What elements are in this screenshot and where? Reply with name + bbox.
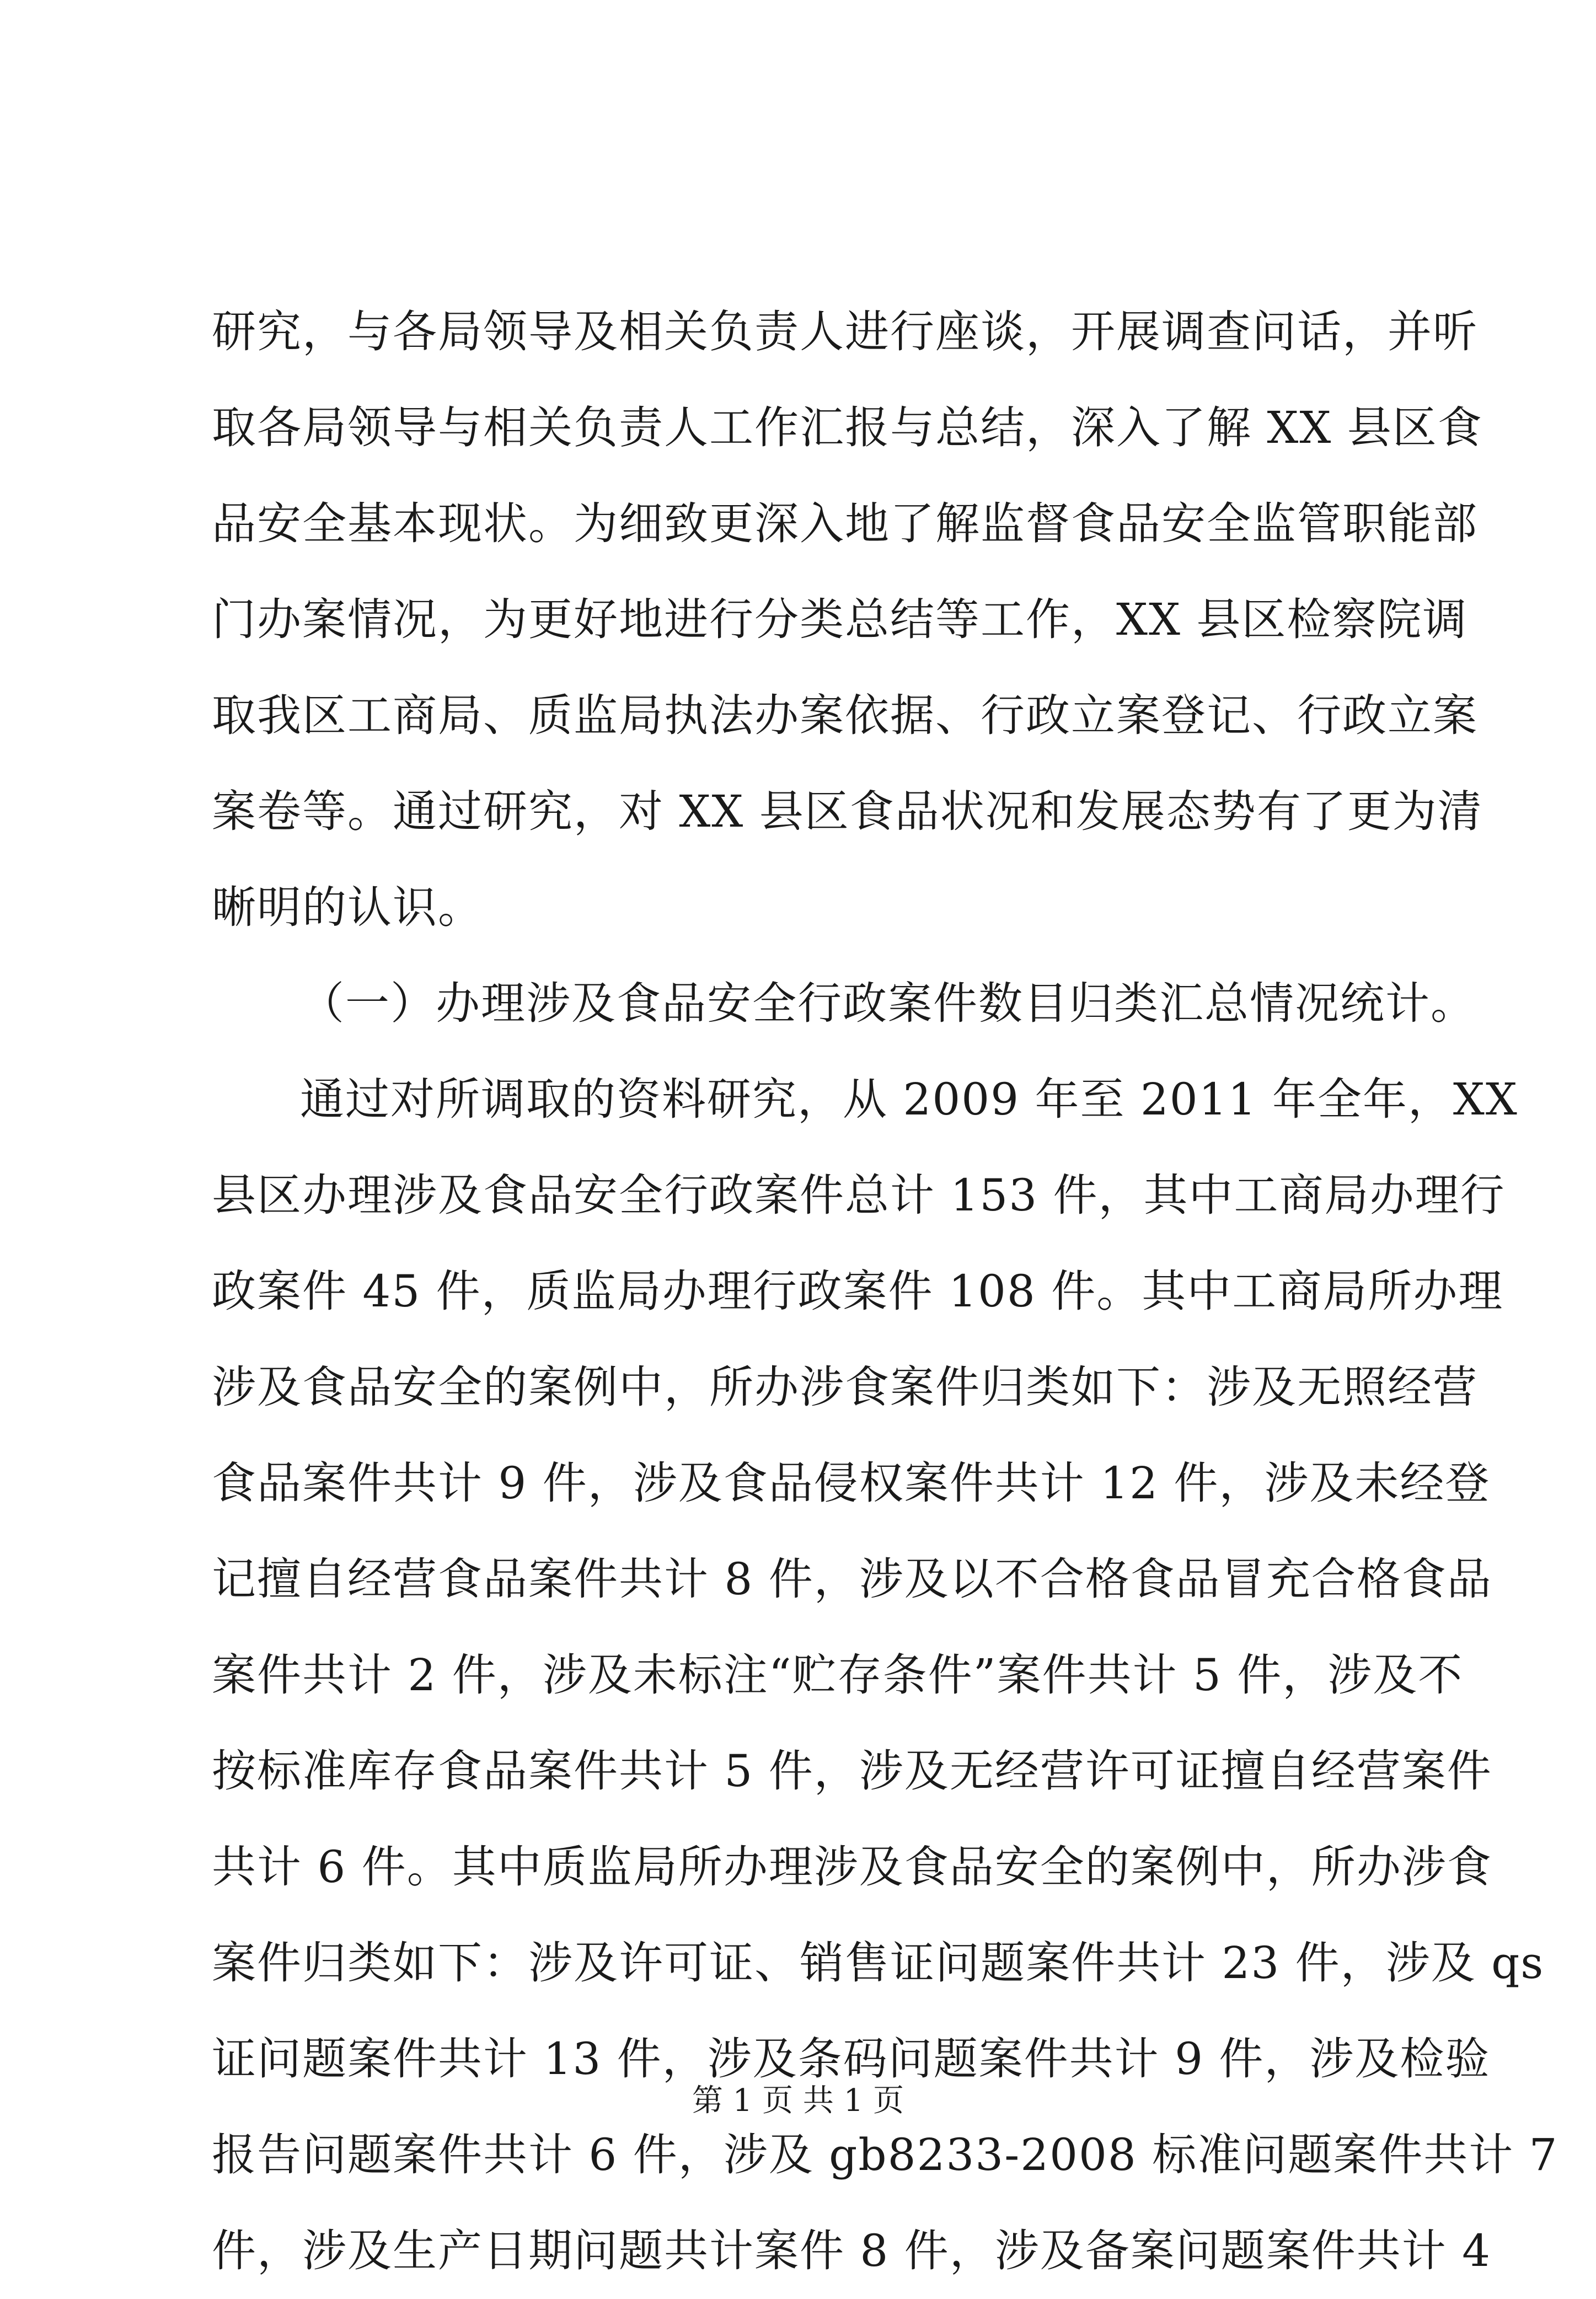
- text-line: 涉及食品安全的案例中，所办涉食案件归类如下：涉及无照经营: [212, 1362, 1478, 1413]
- text-line: 食品案件共计 9 件，涉及食品侵权案件共计 12 件，涉及未经登: [212, 1457, 1491, 1509]
- text-line: 件，涉及生产日期问题共计案件 8 件，涉及备案问题案件共计 4: [212, 2225, 1492, 2276]
- text-line: 按标准库存食品案件共计 5 件，涉及无经营许可证擅自经营案件: [212, 1745, 1492, 1797]
- text-line: 通过对所调取的资料研究，从 2009 年至 2011 年全年，XX: [300, 1074, 1518, 1125]
- document-body: [212, 284, 1558, 2299]
- section-heading: （一）办理涉及食品安全行政案件数目归类汇总情况统计。: [300, 978, 1476, 1029]
- text-line: 门办案情况，为更好地进行分类总结等工作，XX 县区检察院调: [212, 594, 1468, 645]
- page-footer: [0, 2079, 1596, 2123]
- text-line: 取各局领导与相关负责人工作汇报与总结，深入了解 XX 县区食: [212, 402, 1483, 453]
- text-line: 案卷等。通过研究，对 XX 县区食品状况和发展态势有了更为清: [212, 786, 1483, 837]
- text-line: 取我区工商局、质监局执法办案依据、行政立案登记、行政立案: [212, 690, 1478, 741]
- text-line: 案件归类如下：涉及许可证、销售证问题案件共计 23 件，涉及 qs: [212, 1937, 1545, 1989]
- text-line: 晰明的认识。: [212, 882, 483, 933]
- text-line: 品安全基本现状。为细致更深入地了解监督食品安全监管职能部: [212, 498, 1478, 549]
- text-line: 证问题案件共计 13 件，涉及条码问题案件共计 9 件，涉及检验: [212, 2033, 1491, 2084]
- text-line: 报告问题案件共计 6 件，涉及 gb8233-2008 标准问题案件共计 7: [212, 2129, 1558, 2180]
- text-line: 研究，与各局领导及相关负责人进行座谈，开展调查问话，并听: [212, 306, 1478, 357]
- text-line: 共计 6 件。其中质监局所办理涉及食品安全的案例中，所办涉食: [212, 1841, 1492, 1893]
- page-number-label: 第 1 页 共 1 页: [692, 2083, 904, 2119]
- text-line: 案件共计 2 件，涉及未标注“贮存条件”案件共计 5 件，涉及不: [212, 1649, 1464, 1701]
- text-line: 政案件 45 件，质监局办理行政案件 108 件。其中工商局所办理: [212, 1266, 1504, 1317]
- text-line: 记擅自经营食品案件共计 8 件，涉及以不合格食品冒充合格食品: [212, 1553, 1492, 1605]
- text-line: 县区办理涉及食品安全行政案件总计 153 件，其中工商局办理行: [212, 1170, 1506, 1221]
